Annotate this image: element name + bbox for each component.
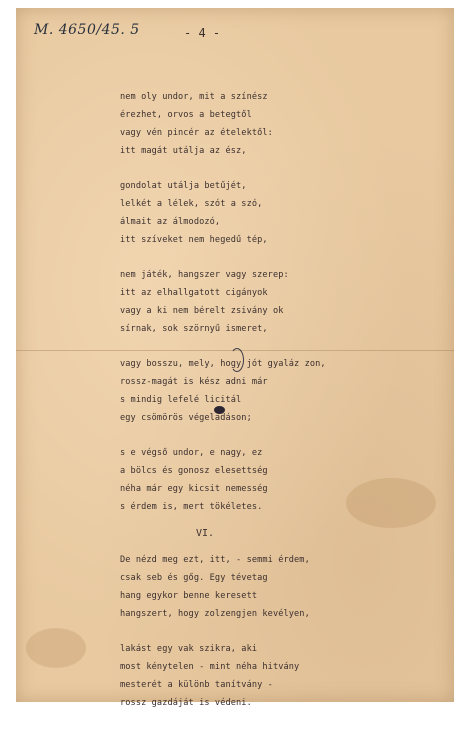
poem-line: lakást egy vak szikra, aki	[120, 644, 258, 654]
stanza	[120, 355, 440, 427]
poem-line: most kénytelen - mint néha hitvány	[120, 662, 300, 672]
poem-line: vagy vén pincér az ételektől:	[120, 128, 273, 138]
poem-line: rossz-magát is kész adni már	[120, 377, 268, 387]
poem-line: itt az elhallgatott cigányok	[120, 288, 268, 298]
stanza	[120, 88, 440, 160]
poem-line: sírnak, sok szörnyű ismeret,	[120, 324, 268, 334]
poem-line: nem oly undor, mit a színész	[120, 92, 268, 102]
poem-line: s mindig lefelé licitál	[120, 395, 242, 405]
section-heading: VI.	[196, 528, 215, 539]
poem-line: nem játék, hangszer vagy szerep:	[120, 270, 289, 280]
poem-line: s érdem is, mert tökéletes.	[120, 502, 263, 512]
stanza	[120, 444, 440, 516]
poem-line: rossz gazdáját is védeni.	[120, 698, 252, 708]
stanza	[120, 177, 440, 249]
poem-line: itt magát utálja az ész,	[120, 146, 247, 156]
poem-line: hang egykor benne keresett	[120, 591, 258, 601]
manuscript-page	[16, 8, 454, 708]
poem-line: érezhet, orvos a betegtől	[120, 110, 252, 120]
poem-line: De nézd meg ezt, itt, - semmi érdem,	[120, 555, 310, 565]
poem-line: vagy a ki nem bérelt zsivány ok	[120, 306, 284, 316]
poem-line: mesterét a különb tanítvány -	[120, 680, 273, 690]
poem-line: lelkét a lélek, szót a szó,	[120, 199, 263, 209]
poem-line: néha már egy kicsit nemesség	[120, 484, 268, 494]
stanza	[120, 640, 440, 712]
poem-line: egy csömörös végeladáson;	[120, 413, 252, 423]
archive-reference-mark: M. 4650/45. 5	[34, 22, 140, 38]
poem-line: gondolat utálja betűjét,	[120, 181, 247, 191]
stanza	[120, 266, 440, 338]
stain	[26, 628, 86, 668]
poem-line: csak seb és gőg. Egy tévetag	[120, 573, 268, 583]
poem-line: s e végső undor, e nagy, ez	[120, 448, 263, 458]
poem-line: vagy bosszu, mely, hogy jót gyaláz zon,	[120, 359, 326, 369]
poem-line: a bölcs és gonosz elesettség	[120, 466, 268, 476]
poem-line: hangszert, hogy zolzengjen kevélyen,	[120, 609, 310, 619]
poem-text	[120, 88, 440, 729]
page-number: - 4 -	[184, 26, 221, 40]
stanza	[120, 551, 440, 623]
poem-line: itt szíveket nem hegedű tép,	[120, 235, 268, 245]
poem-line: álmait az álmodozó,	[120, 217, 221, 227]
